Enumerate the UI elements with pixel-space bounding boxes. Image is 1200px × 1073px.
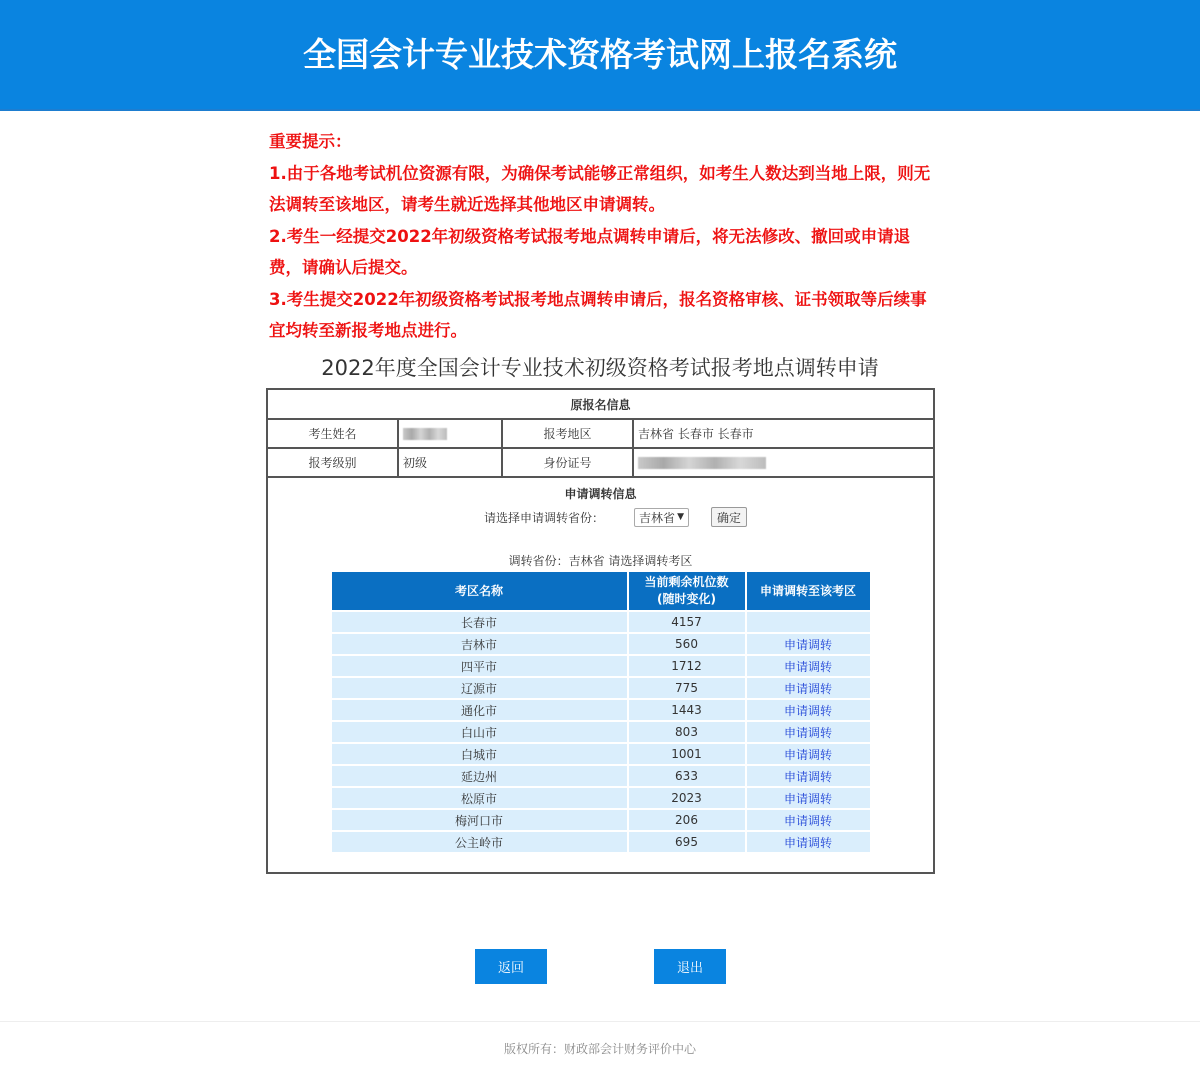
apply-transfer-link[interactable]: 申请调转	[783, 813, 832, 828]
zone-seats: 633	[629, 766, 745, 786]
level-label: 报考级别	[268, 448, 398, 477]
table-row	[332, 634, 870, 654]
zone-seats: 2023	[629, 788, 745, 808]
zone-name: 延边州	[332, 766, 627, 786]
zone-seats: 1712	[629, 656, 745, 676]
original-info-heading: 原报名信息	[268, 390, 933, 419]
level-value: 初级	[398, 448, 502, 477]
apply-transfer-link[interactable]: 申请调转	[783, 681, 832, 696]
zone-seats: 4157	[629, 612, 745, 632]
important-notice	[269, 126, 939, 347]
apply-transfer-link[interactable]: 申请调转	[783, 769, 832, 784]
table-row	[332, 722, 870, 742]
zones-table	[330, 570, 872, 854]
table-row	[332, 766, 870, 786]
name-label: 考生姓名	[268, 419, 398, 448]
apply-transfer-link[interactable]: 申请调转	[783, 637, 832, 652]
name-value	[398, 419, 502, 448]
footer-divider	[0, 1021, 1200, 1022]
zone-name: 吉林市	[332, 634, 627, 654]
table-row	[332, 788, 870, 808]
apply-transfer-link[interactable]: 申请调转	[783, 659, 832, 674]
zone-seats: 1443	[629, 700, 745, 720]
col-seats-line2: (随时变化)	[657, 592, 716, 606]
zone-seats: 560	[629, 634, 745, 654]
province-select[interactable]	[634, 508, 689, 527]
zone-seats: 803	[629, 722, 745, 742]
back-button[interactable]: 返回	[475, 949, 547, 984]
table-row	[332, 810, 870, 830]
region-value: 吉林省 长春市 长春市	[633, 419, 933, 448]
zone-name: 公主岭市	[332, 832, 627, 852]
chevron-down-icon: ▼	[677, 512, 684, 522]
zone-seats: 695	[629, 832, 745, 852]
apply-transfer-link[interactable]: 申请调转	[783, 725, 832, 740]
table-row	[332, 656, 870, 676]
transfer-form	[266, 388, 935, 874]
zone-name: 辽源市	[332, 678, 627, 698]
zone-action	[747, 612, 870, 632]
redacted-id	[638, 457, 766, 469]
zone-seats: 775	[629, 678, 745, 698]
table-row	[332, 612, 870, 632]
zone-name: 长春市	[332, 612, 627, 632]
footer-copyright: 版权所有：财政部会计财务评价中心	[503, 1042, 696, 1056]
apply-transfer-link[interactable]: 申请调转	[783, 791, 832, 806]
id-label: 身份证号	[502, 448, 633, 477]
province-select-row	[268, 506, 933, 528]
apply-section	[268, 485, 933, 854]
province-status: 调转省份：吉林省 请选择调转考区	[508, 554, 693, 568]
zone-name: 松原市	[332, 788, 627, 808]
notice-item: 1.由于各地考试机位资源有限，为确保考试能够正常组织，如考生人数达到当地上限，则无法调转至该地区，请考生就近选择其他地区申请调转。	[269, 163, 931, 214]
zone-name: 四平市	[332, 656, 627, 676]
col-action: 申请调转至该考区	[747, 572, 870, 610]
notice-item: 2.考生一经提交2022年初级资格考试报考地点调转申请后，将无法修改、撤回或申请退费，请确认后提交。	[269, 226, 911, 277]
region-label: 报考地区	[502, 419, 633, 448]
table-row	[332, 678, 870, 698]
zone-name: 白山市	[332, 722, 627, 742]
confirm-button[interactable]: 确定	[711, 507, 747, 527]
form-title: 2022年度全国会计专业技术初级资格考试报考地点调转申请	[321, 356, 879, 380]
apply-transfer-link[interactable]: 申请调转	[783, 703, 832, 718]
redacted-name	[403, 428, 447, 440]
notice-item: 3.考生提交2022年初级资格考试报考地点调转申请后，报名资格审核、证书领取等后续事宜均转至新报考地点进行。	[269, 289, 927, 340]
col-seats	[629, 572, 745, 610]
col-seats-line1: 当前剩余机位数	[644, 575, 729, 589]
exit-button[interactable]: 退出	[654, 949, 726, 984]
id-value	[633, 448, 933, 477]
apply-transfer-link[interactable]: 申请调转	[783, 747, 832, 762]
zone-seats: 206	[629, 810, 745, 830]
table-row	[332, 744, 870, 764]
col-zone-name: 考区名称	[332, 572, 627, 610]
zone-name: 白城市	[332, 744, 627, 764]
table-row	[332, 832, 870, 852]
province-prompt: 请选择申请调转省份：	[483, 510, 604, 525]
zone-seats: 1001	[629, 744, 745, 764]
site-title: 全国会计专业技术资格考试网上报名系统	[303, 35, 897, 74]
notice-heading: 重要提示：	[269, 132, 352, 151]
zone-name: 通化市	[332, 700, 627, 720]
table-row	[332, 700, 870, 720]
apply-transfer-link[interactable]: 申请调转	[783, 835, 832, 850]
apply-heading: 申请调转信息	[564, 487, 637, 501]
zone-name: 梅河口市	[332, 810, 627, 830]
site-header	[0, 0, 1200, 111]
province-selected: 吉林省	[639, 510, 676, 525]
original-info-table	[268, 390, 933, 478]
